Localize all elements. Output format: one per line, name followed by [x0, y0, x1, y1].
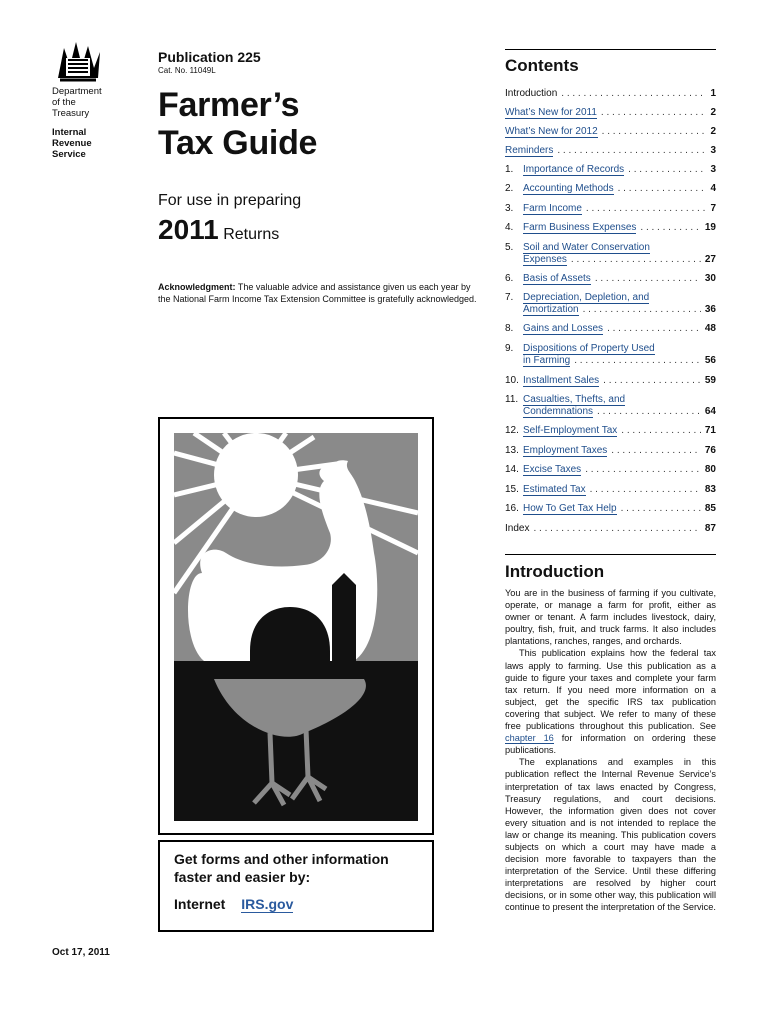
toc-page-number: 2 — [710, 107, 716, 118]
irs-line: Revenue — [52, 138, 92, 149]
dot-leader — [618, 183, 707, 195]
rooster-barn-illustration — [174, 433, 418, 823]
dot-leader — [621, 425, 701, 437]
publication-number: Publication 225 — [158, 49, 261, 65]
acknowledgment — [158, 281, 478, 305]
toc-entry[interactable] — [505, 203, 716, 215]
toc-page-number: 19 — [704, 222, 716, 233]
toc-label[interactable]: Soil and Water Conservation — [523, 242, 650, 253]
dot-leader — [611, 445, 701, 457]
toc-entry[interactable] — [505, 242, 716, 266]
dot-leader — [607, 323, 701, 335]
toc-page-number: 4 — [710, 183, 716, 194]
dot-leader — [590, 484, 701, 496]
chapter-number: 2. — [505, 183, 514, 194]
internet-label: Internet — [174, 896, 226, 912]
chapter-number: 16. — [505, 503, 519, 514]
toc-page-number: 1 — [710, 88, 716, 99]
chapter-number: 13. — [505, 445, 519, 456]
catalog-number: Cat. No. 11049L — [158, 66, 216, 75]
toc-entry[interactable] — [505, 375, 716, 387]
dot-leader — [533, 523, 700, 535]
toc-page-number: 36 — [704, 304, 716, 315]
toc-entry[interactable] — [505, 88, 716, 100]
toc-label[interactable]: What’s New for 2012 — [505, 126, 598, 137]
title-line-1: Farmer’s — [158, 86, 300, 124]
irs-line: Service — [52, 149, 86, 160]
toc-page-number: 83 — [704, 484, 716, 495]
toc-label[interactable]: Gains and Losses — [523, 323, 604, 334]
get-forms-panel — [158, 840, 434, 932]
toc-entry[interactable] — [505, 145, 716, 157]
toc-page-number: 76 — [704, 445, 716, 456]
dot-leader — [583, 304, 701, 316]
toc-label[interactable]: Excise Taxes — [523, 464, 582, 475]
toc-entry[interactable] — [505, 445, 716, 457]
irs-eagle-logo — [52, 38, 104, 84]
toc-label[interactable]: Employment Taxes — [523, 445, 608, 456]
toc-entry[interactable] — [505, 292, 716, 316]
intro-paragraph — [505, 647, 716, 756]
dot-leader — [557, 145, 706, 157]
toc-label[interactable]: Dispositions of Property Used — [523, 343, 655, 354]
toc-entry[interactable] — [505, 425, 716, 437]
toc-label[interactable]: Basis of Assets — [523, 273, 591, 284]
chapter-number: 1. — [505, 164, 514, 175]
acknowledgment-text: The valuable advice and assistance given us each year by the National Farm Income Tax Extension Committee is gratefully acknowledged. — [158, 282, 477, 304]
toc-page-number: 3 — [710, 164, 716, 175]
toc-label[interactable]: Farm Income — [523, 203, 582, 214]
toc-entry[interactable] — [505, 484, 716, 496]
toc-page-number: 30 — [704, 273, 716, 284]
toc-label: Index — [505, 523, 530, 534]
agency-name — [52, 86, 102, 160]
toc-entry[interactable] — [505, 164, 716, 176]
toc-page-number: 80 — [704, 464, 716, 475]
toc-label[interactable]: Installment Sales — [523, 375, 600, 386]
toc-page-number: 64 — [704, 406, 716, 417]
acknowledgment-label: Acknowledgment: — [158, 282, 236, 292]
toc-label[interactable]: What’s New for 2011 — [505, 107, 597, 118]
toc-entry[interactable] — [505, 523, 716, 535]
heading-line: faster and easier by: — [174, 869, 311, 885]
toc-label[interactable]: Farm Business Expenses — [523, 222, 637, 233]
toc-entry[interactable] — [505, 503, 716, 515]
toc-label[interactable]: How To Get Tax Help — [523, 503, 617, 514]
dot-leader — [603, 375, 701, 387]
intro-text: for information on ordering these publications. — [505, 733, 716, 756]
toc-entry[interactable] — [505, 323, 716, 335]
chapter-number: 8. — [505, 323, 514, 334]
get-forms-heading — [174, 850, 418, 886]
toc-label[interactable]: Reminders — [505, 145, 554, 156]
dot-leader — [597, 406, 701, 418]
chapter-number: 5. — [505, 242, 514, 253]
toc-entry[interactable] — [505, 273, 716, 285]
intro-paragraph: You are in the business of farming if you cultivate, operate, or manage a farm for profit, either as owner or tenant. A farm includes livestock, dairy, poultry, fish, fruit, and truck farms. It also includes plantations, ranches, ranges, and orchards. — [505, 588, 716, 647]
toc-page-number: 71 — [704, 425, 716, 436]
heading-line: Get forms and other information — [174, 851, 389, 867]
toc-label: Introduction — [505, 88, 558, 99]
toc-entry[interactable] — [505, 183, 716, 195]
toc-label[interactable]: Estimated Tax — [523, 484, 586, 495]
toc-page-number: 27 — [704, 254, 716, 265]
chapter-number: 3. — [505, 203, 514, 214]
department-line: Treasury — [52, 108, 90, 119]
toc-entry[interactable] — [505, 343, 716, 367]
page-title — [158, 86, 317, 162]
toc-page-number: 59 — [704, 375, 716, 386]
intro-paragraph: The explanations and examples in this publication reflect the Internal Revenue Service’s interpretation of tax laws enacted by Congress, Treasury regulations, and court decisions. However, the information given does not cover every situation and is not intended to replace the law or change its meaning. This publication covers subjects on which a court may have made a decision more favorable to taxpayers than the interpretation of the Service. Until these differing interpretations are resolved by higher court decisions, or in some other way, this publication will continue to present the interpretation of the Service. — [505, 757, 716, 913]
introduction-top-rule — [505, 554, 716, 555]
toc-page-number: 56 — [704, 355, 716, 366]
returns-label: Returns — [223, 226, 280, 243]
dot-leader — [601, 107, 707, 119]
dot-leader — [621, 503, 701, 515]
contents-title: Contents — [505, 56, 579, 75]
introduction-title: Introduction — [505, 562, 605, 581]
chapter-number: 15. — [505, 484, 519, 495]
chapter-number: 9. — [505, 343, 514, 354]
toc-label[interactable]: Depreciation, Depletion, and — [523, 292, 650, 303]
contents-top-rule — [505, 49, 716, 50]
toc-entry[interactable] — [505, 464, 716, 476]
toc-page-number: 87 — [704, 523, 716, 534]
toc-label[interactable]: Expenses — [523, 254, 567, 265]
publication-date: Oct 17, 2011 — [52, 947, 110, 958]
title-line-2: Tax Guide — [158, 124, 318, 162]
internet-row — [174, 896, 418, 912]
toc-page-number: 2 — [710, 126, 716, 137]
toc-page-number: 85 — [704, 503, 716, 514]
department-line: Department — [52, 86, 102, 97]
dot-leader — [628, 164, 706, 176]
department-line: of the — [52, 97, 76, 108]
toc-entry[interactable] — [505, 107, 716, 119]
irs-line: Internal — [52, 127, 87, 138]
dot-leader — [595, 273, 701, 285]
chapter-number: 7. — [505, 292, 514, 303]
intro-text: This publication explains how the federal tax laws apply to farming. Use this publication as a guide to figure your taxes and complete your farm tax return. If you need more information on a subject, get the specific IRS tax publication covering that subject. We refer to many of these free publications throughout this publication. See — [505, 648, 716, 732]
toc-label[interactable]: Importance of Records — [523, 164, 625, 175]
chapter-16-link[interactable]: chapter 16 — [505, 733, 554, 744]
dot-leader — [586, 203, 707, 215]
returns-line — [158, 214, 279, 246]
chapter-number: 4. — [505, 222, 514, 233]
dot-leader — [561, 88, 706, 100]
chapter-number: 12. — [505, 425, 519, 436]
dot-leader — [571, 254, 701, 266]
chapter-number: 10. — [505, 375, 519, 386]
toc-page-number: 3 — [710, 145, 716, 156]
toc-label[interactable]: Condemnations — [523, 406, 594, 417]
dot-leader — [574, 355, 701, 367]
toc-label[interactable]: in Farming — [523, 355, 571, 366]
toc-page-number: 7 — [710, 203, 716, 214]
chapter-number: 11. — [505, 394, 519, 405]
toc-entry[interactable] — [505, 394, 716, 418]
dot-leader — [602, 126, 707, 138]
toc-label[interactable]: Self-Employment Tax — [523, 425, 618, 436]
dot-leader — [585, 464, 701, 476]
toc-label[interactable]: Amortization — [523, 304, 579, 315]
for-use-text: For use in preparing — [158, 192, 302, 209]
irs-gov-link[interactable]: IRS.gov — [241, 896, 294, 912]
introduction-body — [505, 587, 716, 914]
toc-entry[interactable] — [505, 126, 716, 138]
toc-label[interactable]: Accounting Methods — [523, 183, 614, 194]
dot-leader — [640, 222, 700, 234]
toc-label[interactable]: Casualties, Thefts, and — [523, 394, 626, 405]
cover-illustration — [158, 417, 434, 835]
toc-page-number: 48 — [704, 323, 716, 334]
toc-entry[interactable] — [505, 222, 716, 234]
tax-year: 2011 — [158, 214, 219, 245]
chapter-number: 14. — [505, 464, 519, 475]
chapter-number: 6. — [505, 273, 514, 284]
